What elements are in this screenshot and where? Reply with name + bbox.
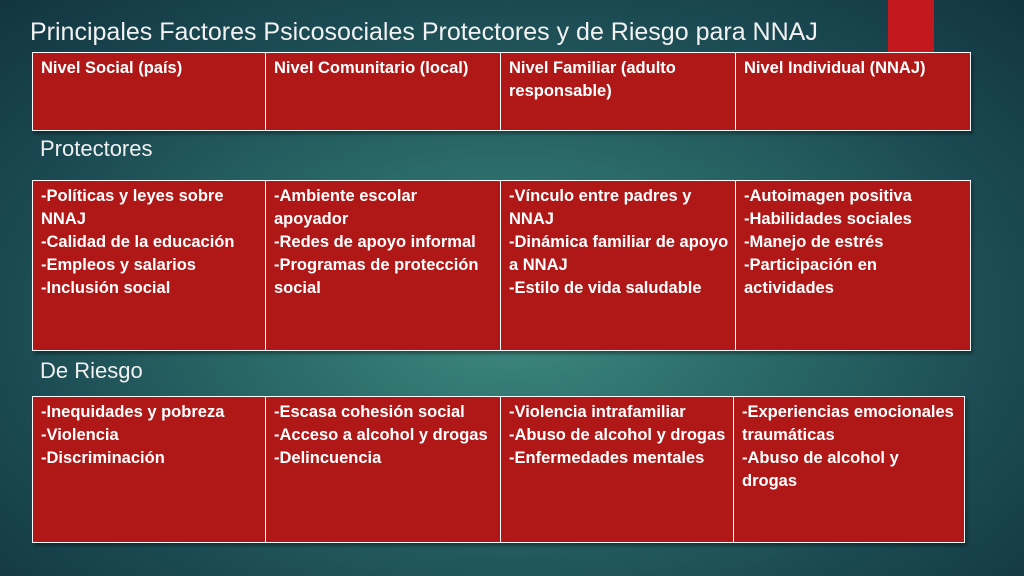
riesgo-cell-familiar xyxy=(501,397,734,543)
header-cell-familiar: Nivel Familiar (adulto responsable) xyxy=(501,53,736,131)
riesgo-table xyxy=(32,396,965,543)
protectores-cell-individual xyxy=(736,181,971,351)
list-item: -Experiencias emocionales traumáticas xyxy=(742,403,954,444)
list-item: -Abuso de alcohol y drogas xyxy=(509,426,726,444)
riesgo-cell-comunitario xyxy=(266,397,501,543)
protectores-cell-comunitario xyxy=(266,181,501,351)
list-item: -Estilo de vida saludable xyxy=(509,279,702,297)
list-item: -Participación en actividades xyxy=(744,256,877,297)
list-item: -Autoimagen positiva xyxy=(744,187,912,205)
list-item: -Abuso de alcohol y drogas xyxy=(742,449,899,490)
header-cell-comunitario: Nivel Comunitario (local) xyxy=(266,53,501,131)
riesgo-cell-social xyxy=(33,397,266,543)
riesgo-cell-individual xyxy=(734,397,965,543)
list-item: -Habilidades sociales xyxy=(744,210,912,228)
list-item: -Programas de protección social xyxy=(274,256,479,297)
protectores-cell-social xyxy=(33,181,266,351)
list-item: -Calidad de la educación xyxy=(41,233,235,251)
list-item: -Inequidades y pobreza xyxy=(41,403,225,421)
list-item: -Vínculo entre padres y NNAJ xyxy=(509,187,692,228)
list-item: -Delincuencia xyxy=(274,449,382,467)
list-item: -Redes de apoyo informal xyxy=(274,233,476,251)
section-label-protectores: Protectores xyxy=(40,136,153,161)
list-item: -Acceso a alcohol y drogas xyxy=(274,426,488,444)
list-item: -Discriminación xyxy=(41,449,165,467)
header-table xyxy=(32,52,971,131)
list-item: -Políticas y leyes sobre NNAJ xyxy=(41,187,224,228)
list-item: -Inclusión social xyxy=(41,279,171,297)
list-item: -Ambiente escolar apoyador xyxy=(274,187,418,228)
protectores-cell-familiar xyxy=(501,181,736,351)
header-cell-individual: Nivel Individual (NNAJ) xyxy=(736,53,971,131)
list-item: -Violencia xyxy=(41,426,119,444)
protectores-table xyxy=(32,180,971,351)
list-item: -Enfermedades mentales xyxy=(509,449,705,467)
list-item: -Escasa cohesión social xyxy=(274,403,465,421)
slide-title: Principales Factores Psicosociales Protectores y de Riesgo para NNAJ xyxy=(30,18,818,46)
list-item: -Manejo de estrés xyxy=(744,233,884,251)
header-cell-social: Nivel Social (país) xyxy=(33,53,266,131)
list-item: -Empleos y salarios xyxy=(41,256,196,274)
accent-bar xyxy=(888,0,934,52)
list-item: -Violencia intrafamiliar xyxy=(509,403,686,421)
list-item: -Dinámica familiar de apoyo a NNAJ xyxy=(509,233,729,274)
section-label-riesgo: De Riesgo xyxy=(40,358,143,383)
